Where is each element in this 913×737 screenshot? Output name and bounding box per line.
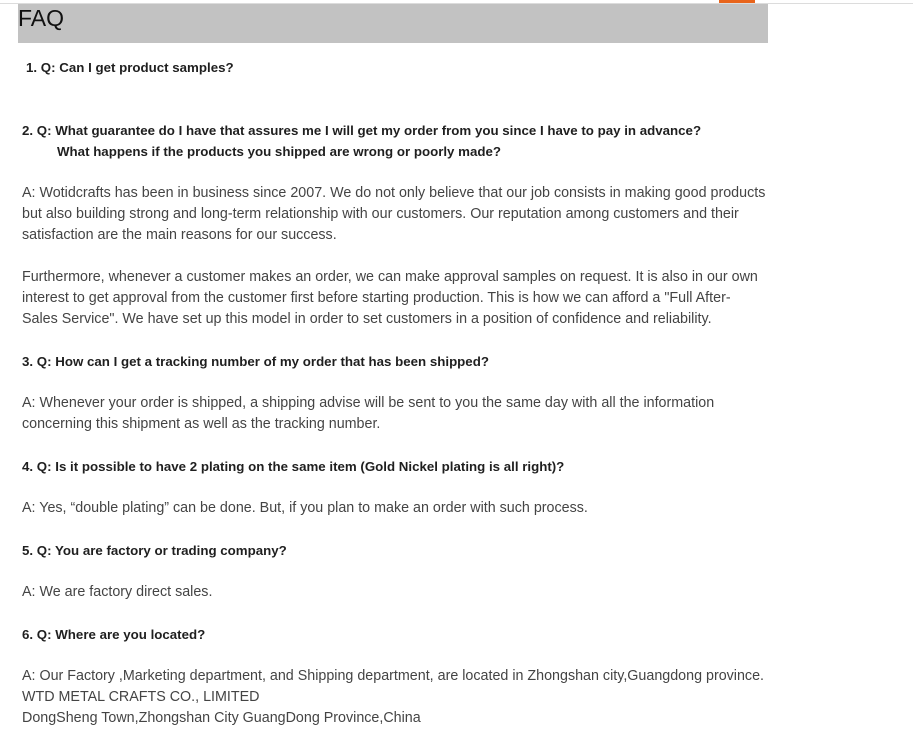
question-4: 4. Q: Is it possible to have 2 plating on the same item (Gold Nickel plating is all right)? xyxy=(22,459,565,474)
answer-6-line-2: WTD METAL CRAFTS CO., LIMITED xyxy=(22,689,260,705)
question-2-line-1: 2. Q: What guarantee do I have that assures me I will get my order from you since I have to pay in advance? xyxy=(22,123,702,138)
page-title: FAQ xyxy=(18,5,65,31)
answer-3-line-2: concerning this shipment as well as the tracking number. xyxy=(22,416,381,432)
answer-2-paragraph-2-line-2: interest to get approval from the customer first before starting production. This is how we can afford a "Full After- xyxy=(22,290,731,306)
accent-tab xyxy=(719,0,755,3)
question-3: 3. Q: How can I get a tracking number of my order that has been shipped? xyxy=(22,354,489,369)
answer-2-paragraph-2-line-1: Furthermore, whenever a customer makes an order, we can make approval samples on request. It is also in our own xyxy=(22,269,758,285)
question-5: 5. Q: You are factory or trading company? xyxy=(22,543,287,558)
answer-2-paragraph-1-line-3: satisfaction are the main reasons for our success. xyxy=(22,227,337,243)
answer-4: A: Yes, “double plating” can be done. But, if you plan to make an order with such process. xyxy=(22,500,588,516)
answer-2-paragraph-1-line-2: but also building strong and long-term relationship with our customers. Our reputation among customers and their xyxy=(22,206,739,222)
question-6: 6. Q: Where are you located? xyxy=(22,627,206,642)
question-2-line-2: What happens if the products you shipped are wrong or poorly made? xyxy=(57,144,502,159)
answer-6-line-3: DongSheng Town,Zhongshan City GuangDong Province,China xyxy=(22,710,421,726)
answer-6-line-1: A: Our Factory ,Marketing department, and Shipping department, are located in Zhongshan city,Guangdong province. xyxy=(22,668,765,684)
answer-2-paragraph-1-line-1: A: Wotidcrafts has been in business since 2007. We do not only believe that our job consists in making good products xyxy=(22,185,766,201)
question-1: 1. Q: Can I get product samples? xyxy=(26,60,234,75)
answer-5: A: We are factory direct sales. xyxy=(22,584,213,600)
faq-header-bar xyxy=(18,4,768,43)
answer-3-line-1: A: Whenever your order is shipped, a shipping advise will be sent to you the same day with all the information xyxy=(22,395,715,411)
answer-2-paragraph-2-line-3: Sales Service". We have set up this model in order to set customers in a position of confidence and reliability. xyxy=(22,311,712,327)
